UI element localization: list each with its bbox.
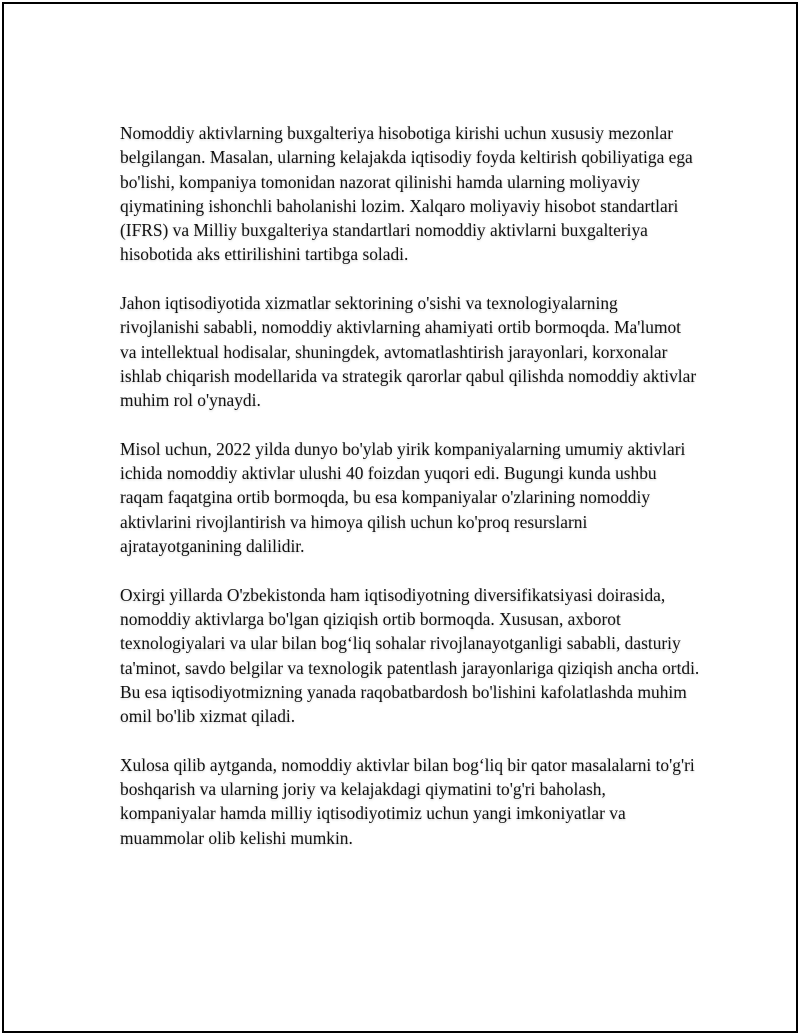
paragraph-5: Xulosa qilib aytganda, nomoddiy aktivlar bilan bog‘liq bir qator masalalarni to'g'ri boshqarish va ularning joriy va kelajakdagi qiymatini to'g'ri baholash, kompaniyalar hamda milliy iqtisodiyotimiz uchun yangi imkoniyatlar va muammolar olib kelishi mumkin. (120, 754, 695, 848)
paragraph-2: Jahon iqtisodiyotida xizmatlar sektorining o'sishi va texnologiyalarning rivojlanishi sababli, nomoddiy aktivlarning ahamiyati ortib bormoqda. Ma'lumot va intellektual hodisalar, shuningdek, avtomatlashtirish jarayonlari, korxonalar ishlab chiqarish modellarida va strategik qarorlar qabul qilishda nomoddiy aktivlar muhim rol o'ynaydi. (120, 293, 697, 411)
paragraph-3: Misol uchun, 2022 yilda dunyo bo'ylab yirik kompaniyalarning umumiy aktivlari ichida nomoddiy aktivlar ulushi 40 foizdan yuqori edi. Bugungi kunda ushbu raqam faqatgina ortib bormoqda, bu esa kompaniyalar o'zlarining nomoddiy aktivlarini rivojlantirish va himoya qilish uchun ko'proq resurslarni ajratayotganining dalilidir. (120, 438, 686, 557)
page-frame (2, 2, 798, 1033)
paragraph-4: Oxirgi yillarda O'zbekistonda ham iqtisodiyotning diversifikatsiyasi doirasida, nomoddiy aktivlarga bo'lgan qiziqish ortib bormoqda. Xususan, axborot texnologiyalari va ular bilan bog‘liq sohalar rivojlanayotganligi sababli, dasturiy ta'minot, savdo belgilar va texnologik patentlash jarayonlariga qiziqish ancha ortdi. Bu esa iqtisodiyotmizning yanada raqobatbardosh bo'lishini kafolatlashda muhim omil bo'lib xizmat qiladi. (120, 584, 700, 727)
document-body (120, 121, 700, 874)
paragraph-1: Nomoddiy aktivlarning buxgalteriya hisobotiga kirishi uchun xususiy mezonlar belgilangan. Masalan, ularning kelajakda iqtisodiy foyda keltirish qobiliyatiga ega bo'lishi, kompaniya tomonidan nazorat qilinishi hamda ularning moliyaviy qiymatining ishonchli baholanishi lozim. Xalqaro moliyaviy hisobot standartlari (IFRS) va Milliy buxgalteriya standartlari nomoddiy aktivlarni buxgalteriya hisobotida aks ettirilishini tartibga soladi. (120, 123, 693, 265)
